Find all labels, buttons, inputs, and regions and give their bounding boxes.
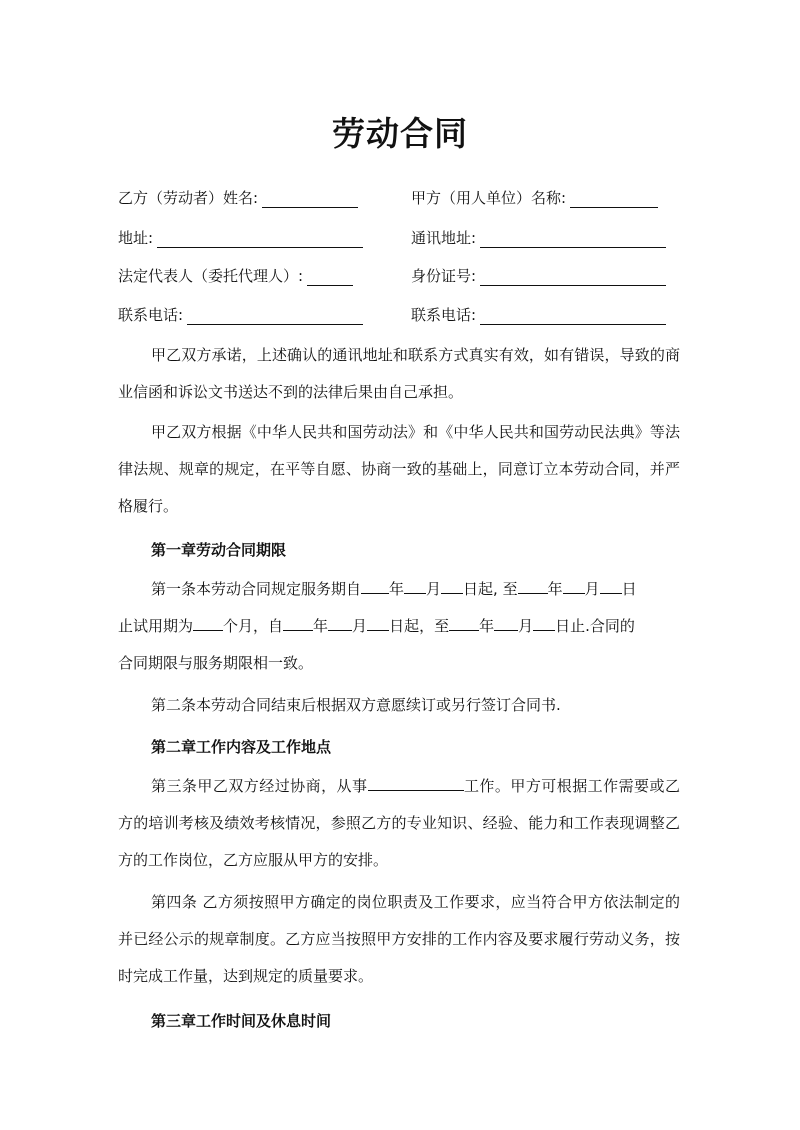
start-day-blank[interactable] [441, 577, 463, 594]
probation-from-label: 日起，至 [389, 617, 450, 635]
phone-b-blank[interactable] [187, 310, 363, 325]
address-field [118, 228, 363, 248]
legal-rep-label: 法定代表人（委托代理人）: [118, 267, 304, 285]
job-blank[interactable] [368, 774, 464, 791]
probation-label: 止试用期为 [118, 617, 194, 635]
party-a-name-field [411, 188, 658, 208]
start-month-blank[interactable] [404, 577, 426, 594]
article-3 [118, 768, 680, 879]
id-number-label: 身份证号: [411, 267, 477, 285]
year-label-3: 年 [313, 617, 329, 635]
year-label-4: 年 [479, 617, 495, 635]
party-b-name-blank[interactable] [262, 193, 358, 208]
legal-rep-blank[interactable] [307, 271, 353, 286]
chapter-1-heading: 第一章劳动合同期限 [151, 541, 287, 559]
months-from-label: 个月，自 [223, 617, 284, 635]
probation-start-day-blank[interactable] [367, 614, 389, 631]
probation-months-blank[interactable] [193, 614, 223, 631]
chapter-3-heading: 第三章工作时间及休息时间 [151, 1012, 332, 1030]
page-title: 劳动合同 [332, 114, 468, 153]
probation-end-label: 日止.合同的 [555, 617, 635, 635]
article-3-text-b: 工作。甲方可根据工作需要或乙方的培训考核及绩效考核情况，参照乙方的专业知识、经验、能力和工作表现调整乙方的工作岗位，乙方应服从甲方的安排。 [118, 777, 680, 869]
id-number-field [411, 266, 666, 286]
legal-rep-field [118, 266, 353, 286]
from-label: 日起, 至 [463, 580, 518, 598]
day-label: 日 [621, 580, 637, 598]
end-month-blank[interactable] [563, 577, 585, 594]
party-a-name-label: 甲方（用人单位）名称: [411, 189, 567, 207]
party-b-name-field [118, 188, 358, 208]
address-blank[interactable] [157, 233, 363, 248]
month-label-2: 月 [584, 580, 600, 598]
phone-a-label: 联系电话: [411, 306, 477, 324]
phone-a-blank[interactable] [480, 310, 666, 325]
phone-b-label: 联系电话: [118, 306, 184, 324]
probation-end-day-blank[interactable] [533, 614, 555, 631]
article-1-line-1 [118, 571, 680, 608]
month-label: 月 [426, 580, 442, 598]
phone-a-field [411, 305, 666, 325]
month-label-4: 月 [518, 617, 534, 635]
month-label-3: 月 [352, 617, 368, 635]
article-1-text: 第一条本劳动合同规定服务期自 [151, 580, 362, 598]
id-number-blank[interactable] [480, 271, 666, 286]
article-1-line-3: 合同期限与服务期限相一致。 [118, 654, 314, 672]
legal-basis-paragraph: 甲乙双方根据《中华人民共和国劳动法》和《中华人民共和国劳动民法典》等法律法规、规章的规定，在平等自愿、协商一致的基础上，同意订立本劳动合同，并严格履行。 [118, 423, 680, 515]
party-a-name-blank[interactable] [570, 193, 658, 208]
end-day-blank[interactable] [600, 577, 622, 594]
mailing-address-label: 通讯地址: [411, 229, 477, 247]
probation-start-year-blank[interactable] [283, 614, 313, 631]
probation-start-month-blank[interactable] [328, 614, 352, 631]
commitment-paragraph: 甲乙双方承诺，上述确认的通讯地址和联系方式真实有效，如有错误，导致的商业信函和诉讼文书送达不到的法律后果由自己承担。 [118, 346, 680, 401]
mailing-address-blank[interactable] [480, 233, 666, 248]
article-1-line-2 [118, 608, 680, 645]
chapter-2-heading: 第二章工作内容及工作地点 [151, 738, 332, 756]
year-label-2: 年 [547, 580, 563, 598]
article-2: 第二条本劳动合同结束后根据双方意愿续订或另行签订合同书. [151, 696, 561, 714]
end-year-blank[interactable] [518, 577, 548, 594]
year-label: 年 [389, 580, 405, 598]
mailing-address-field [411, 228, 666, 248]
probation-end-month-blank[interactable] [494, 614, 518, 631]
address-label: 地址: [118, 229, 154, 247]
start-year-blank[interactable] [361, 577, 389, 594]
article-4: 第四条 乙方须按照甲方确定的岗位职责及工作要求，应当符合甲方依法制定的并已经公示的规章制度。乙方应当按照甲方安排的工作内容及要求履行劳动义务，按时完成工作量，达到规定的质量要求。 [118, 893, 680, 985]
party-b-name-label: 乙方（劳动者）姓名: [118, 189, 259, 207]
phone-b-field [118, 305, 363, 325]
article-3-text-a: 第三条甲乙双方经过协商，从事 [151, 777, 368, 795]
probation-end-year-blank[interactable] [449, 614, 479, 631]
